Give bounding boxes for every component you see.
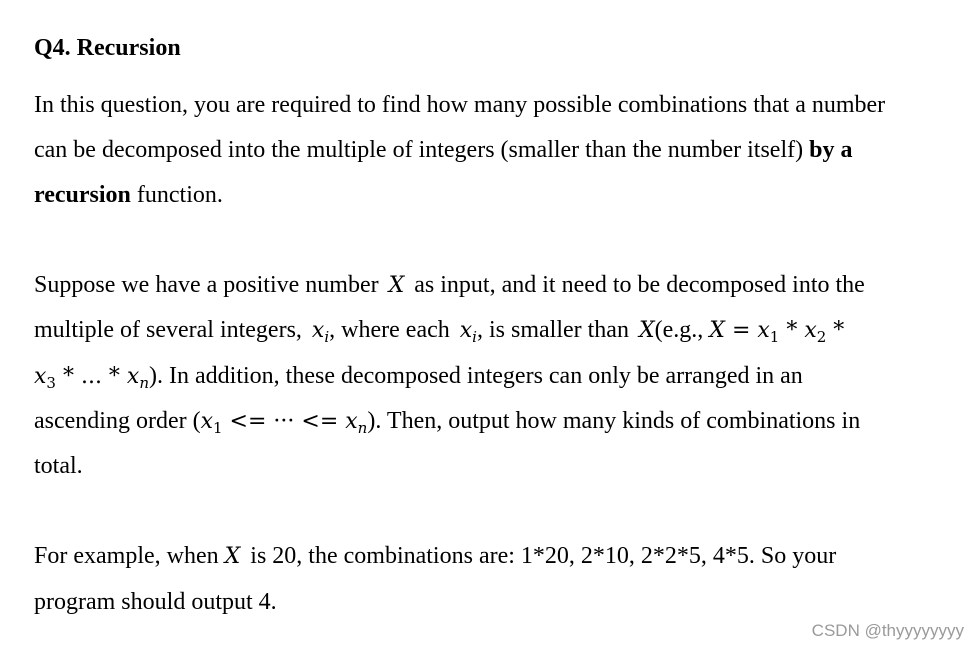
paragraph3-line2: program should output 4. xyxy=(34,589,277,615)
p2-line4-b: ). Then, output how many kinds of combinations in xyxy=(367,408,861,434)
var-x: x xyxy=(34,364,47,389)
le-chain: <= ··· <= xyxy=(222,409,346,434)
times-sign: * xyxy=(826,318,845,343)
sub-i: i xyxy=(324,328,330,346)
paragraph2-line3 xyxy=(34,361,803,398)
times-sign: * xyxy=(779,318,805,343)
p2-line1-a: Suppose we have a positive number xyxy=(34,272,385,298)
sub-i: i xyxy=(472,328,477,346)
sub-3: 3 xyxy=(46,374,56,392)
var-x-capital: X xyxy=(709,318,725,343)
paragraph2-line4 xyxy=(34,406,860,443)
p2-line3-b: ). In addition, these decomposed integers can only be arranged in an xyxy=(149,363,803,389)
sub-1: 1 xyxy=(213,419,223,437)
ellipsis-times: * ... * xyxy=(55,364,127,389)
paragraph1-line3 xyxy=(34,180,223,210)
csdn-watermark: CSDN @thyyyyyyyy xyxy=(811,621,964,640)
var-x: x xyxy=(459,318,473,343)
paragraph1-line2-text: can be decomposed into the multiple of integers (smaller than the number itself) xyxy=(34,137,810,163)
var-x: x xyxy=(126,364,140,389)
section-heading: Q4. Recursion xyxy=(34,35,181,61)
paragraph2-line5: total. xyxy=(34,453,83,479)
var-x: x xyxy=(804,318,817,343)
paragraph2-line2 xyxy=(34,315,844,352)
p3-line1-a: For example, when xyxy=(34,543,225,569)
p2-line2-b: , where each xyxy=(329,317,456,343)
p2-line1-b: as input, and it need to be decomposed into the xyxy=(408,272,865,298)
sub-1: 1 xyxy=(769,328,780,346)
var-x: x xyxy=(311,318,325,343)
sub-n: n xyxy=(139,374,150,392)
var-x: x xyxy=(757,318,770,343)
p2-line2-d: (e.g., xyxy=(654,317,710,343)
var-x-capital: X xyxy=(638,318,655,343)
var-x-capital: X xyxy=(224,544,241,569)
p2-line2-a: multiple of several integers, xyxy=(34,317,308,343)
var-x-capital: X xyxy=(388,273,405,298)
paragraph2-line1 xyxy=(34,270,865,301)
paragraph1-line3-text: function. xyxy=(130,182,223,208)
paragraph1-line3-bold: recursion xyxy=(34,182,131,208)
equals-sign: = xyxy=(724,318,758,343)
paragraph1-line2-bold: by a xyxy=(809,137,853,163)
paragraph3-line1 xyxy=(34,541,836,572)
var-x: x xyxy=(200,409,214,434)
var-x: x xyxy=(345,409,358,434)
paragraph1-line1: In this question, you are required to find how many possible combinations that a number xyxy=(34,92,886,118)
p2-line2-c: , is smaller than xyxy=(476,317,635,343)
paragraph1-line2 xyxy=(34,135,852,165)
p2-line4-a: ascending order ( xyxy=(34,408,201,434)
p3-line1-b: is 20, the combinations are: 1*20, 2*10, 2*2*5, 4*5. So your xyxy=(244,543,837,569)
sub-2: 2 xyxy=(816,328,827,346)
sub-n: n xyxy=(357,419,368,437)
